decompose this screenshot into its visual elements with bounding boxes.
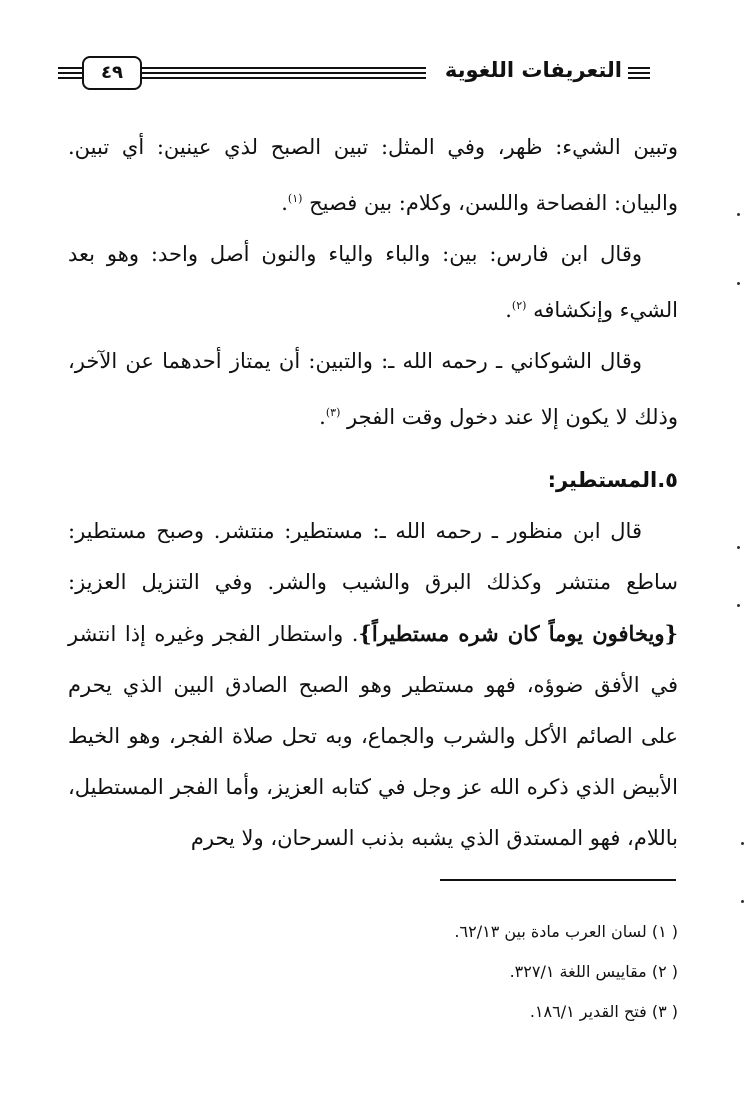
paragraph-2: وقال ابن فارس: بين: والباء والياء والنون أصل واحد: وهو بعد الشيء وإنكشافه $^{(٢)}$. xyxy=(68,242,678,322)
footnote-1: ( ١) لسان العرب مادة بين ٦٢/١٣. xyxy=(454,922,678,941)
footnote-ref-1: (١) xyxy=(287,192,303,205)
header-rule-right xyxy=(628,67,650,82)
paragraph-4 xyxy=(68,506,678,864)
paragraph-1-text: وتبين الشيء: ظهر، وفي المثل: تبين الصبح لذي عينين: أي تبين. والبيان: الفصاحة واللسن، وكلام: بين فصيح xyxy=(68,135,678,215)
header-title: التعريفات اللغوية xyxy=(444,58,622,82)
scan-speck xyxy=(741,900,744,903)
header-rule-middle xyxy=(140,67,426,82)
paragraph-3: وقال الشوكاني ـ رحمه الله ـ: والتبين: أن يمتاز أحدهما عن الآخر، وذلك لا يكون إلا عند دخول وقت الفجر $^{(٣)}$. xyxy=(68,349,678,429)
quran-quote: {ويخافون يوماً كان شره مستطيراً} xyxy=(358,621,678,646)
footnote-ref-2: (٢) xyxy=(511,299,527,312)
paragraph-3-text: وقال الشوكاني ـ رحمه الله ـ: والتبين: أن يمتاز أحدهما عن الآخر، وذلك لا يكون إلا عند دخول وقت الفجر xyxy=(68,349,678,429)
page-header xyxy=(58,56,652,94)
section-heading: ٥.المستطير: xyxy=(547,468,678,492)
footnote-ref-3: (٣) xyxy=(325,406,341,419)
scan-speck xyxy=(741,842,744,845)
main-text xyxy=(68,122,678,864)
paragraph-4-text-a: قال ابن منظور ـ رحمه الله ـ: مستطير: منتشر. وصبح مستطير: ساطع منتشر وكذلك البرق والشيب والشر. وفي التنزيل العزيز: xyxy=(68,519,678,594)
paragraph-1: وتبين الشيء: ظهر، وفي المثل: تبين الصبح لذي عينين: أي تبين. والبيان: الفصاحة واللسن، وكلام: بين فصيح $^{(١)}$. xyxy=(68,135,678,215)
header-rule-left xyxy=(58,67,82,82)
footnote-2: ( ٢) مقاييس اللغة ٣٢٧/١. xyxy=(509,962,678,981)
footnotes xyxy=(68,912,678,1032)
paragraph-4-text-b: . واستطار الفجر وغيره إذا انتشر في الأفق ضوؤه، فهو مستطير وهو الصبح الصادق البين الذي يحرم على الصائم الأكل والشرب والجماع، وبه تحل صلاة الفجر، وهو الخيط الأبيض الذي ذكره الله عز وجل في كتابه العزيز، وأما الفجر المستطيل، باللام، فهو المستدق الذي يشبه بذنب السرحان، ولا يحرم xyxy=(68,622,678,850)
scan-speck xyxy=(737,604,740,607)
page-number: ٤٩ xyxy=(82,56,142,90)
footnote-divider xyxy=(440,879,676,881)
scan-speck xyxy=(737,282,740,285)
paragraph-2-text: وقال ابن فارس: بين: والباء والياء والنون أصل واحد: وهو بعد الشيء وإنكشافه xyxy=(68,242,678,322)
footnote-3: ( ٣) فتح القدير ١٨٦/١. xyxy=(529,1002,678,1021)
scan-speck xyxy=(737,213,740,216)
scan-speck xyxy=(737,546,740,549)
